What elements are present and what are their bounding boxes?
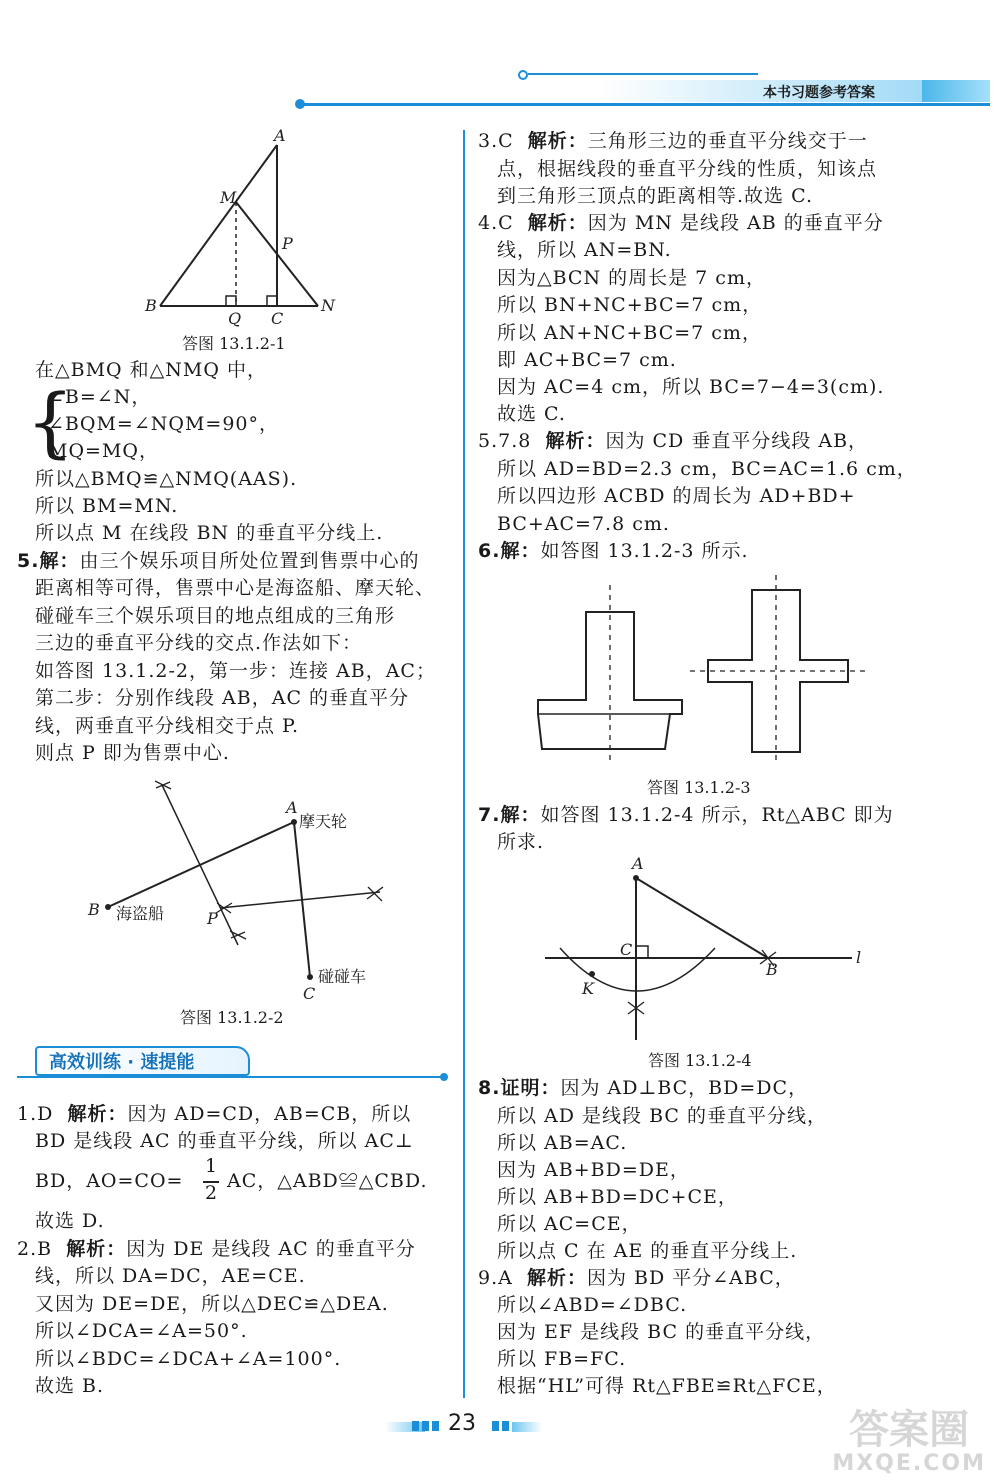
- q9-line-5: 根据“HL”可得 Rt△FBE≌Rt△FCE，: [497, 1375, 837, 1397]
- q5-line-3: 碰碰车三个娱乐项目的地点组成的三角形: [35, 605, 396, 627]
- q3-heading: [478, 128, 868, 154]
- q8-line-5: 所以 AB+BD=DC+CE，: [497, 1186, 738, 1208]
- q9-line-2: 所以∠ABD=∠DBC.: [497, 1294, 688, 1316]
- f1-label-n: N: [321, 296, 335, 315]
- figure-caption-2: 答图 13.1.2-2: [180, 1008, 284, 1027]
- f2-point-c: [307, 974, 313, 980]
- f4-label-b: B: [766, 960, 778, 979]
- proof-line-4: 所以点 M 在线段 BN 的垂直平分线上.: [35, 522, 384, 544]
- s2-line-3: 又因为 DE=DE，所以△DEC≌△DEA.: [35, 1293, 389, 1315]
- s2-line-2: 线，所以 DA=DC，AE=CE.: [35, 1265, 306, 1287]
- f2-perp-ac: [220, 892, 380, 908]
- f3-shape-cross: [708, 590, 848, 752]
- s2-heading: [17, 1236, 416, 1262]
- proof-line-2: 所以△BMQ≌△NMQ(AAS).: [35, 468, 298, 490]
- footer-left-squares: [412, 1421, 440, 1431]
- header-gradient-right: [922, 80, 990, 102]
- s1-tag: 解析：: [67, 1103, 128, 1125]
- q5-num: 5.: [17, 550, 40, 572]
- f2-perp-ab: [162, 785, 238, 945]
- q5-line-7: 线，两垂直平分线相交于点 P.: [35, 715, 300, 737]
- s1-line-3b: AC，△ABD≌△CBD.: [227, 1170, 428, 1192]
- header-title: 本书习题参考答案: [763, 85, 875, 101]
- figure-caption-1: 答图 13.1.2-1: [182, 334, 286, 353]
- q8-line-2: 所以 AD 是线段 BC 的垂直平分线，: [497, 1105, 827, 1127]
- figure-13-1-2-1: [140, 125, 360, 328]
- q5-heading: [17, 548, 419, 574]
- s2-num: 2.B: [17, 1238, 53, 1260]
- f1-label-q: Q: [228, 309, 242, 328]
- figure-13-1-2-4: [540, 852, 880, 1047]
- header-dot-icon-2: [293, 97, 307, 111]
- s1-line-4: 故选 D.: [35, 1210, 105, 1232]
- f1-label-m: M: [220, 188, 237, 207]
- q3-line-2: 点，根据线段的垂直平分线的性质，知该点: [497, 158, 878, 180]
- q9-line-4: 所以 FB=FC.: [497, 1348, 627, 1370]
- q4-line-6: 即 AC+BC=7 cm.: [497, 349, 677, 371]
- q5-line-6: 第二步：分别作线段 AB，AC 的垂直平分: [35, 687, 410, 709]
- q5-line-4: 三边的垂直平分线的交点.作法如下：: [35, 632, 363, 654]
- column-divider: [463, 130, 465, 1398]
- watermark-line-1: 答案圈: [849, 1407, 970, 1453]
- q8-line-6: 所以 AC=CE，: [497, 1213, 642, 1235]
- q5-line-8: 则点 P 即为售票中心.: [35, 742, 230, 764]
- q5r-tag: 解析：: [545, 430, 606, 452]
- q3-num: 3.C: [478, 130, 514, 152]
- f4-label-l: l: [856, 948, 862, 967]
- q5-line-1: 由三个娱乐项目所处位置到售票中心的: [79, 550, 420, 572]
- q3-line-3: 到三角形三顶点的距离相等.故选 C.: [497, 185, 813, 207]
- q6-heading: [478, 538, 749, 564]
- s1-heading: [17, 1101, 411, 1127]
- f2-arc-marks: [155, 781, 383, 939]
- q6-line-1: 如答图 13.1.2-3 所示.: [540, 540, 749, 562]
- f4-label-k: K: [582, 979, 594, 998]
- f1-label-a: A: [274, 126, 286, 145]
- q8-heading: [478, 1075, 808, 1101]
- f4-line-ab: [636, 878, 768, 958]
- figure-13-1-2-3: [530, 570, 875, 770]
- q9-num: 9.A: [478, 1267, 513, 1289]
- f1-label-b: B: [145, 296, 157, 315]
- f2-label-p: P: [207, 909, 218, 928]
- f4-label-a: A: [632, 854, 644, 873]
- q6-num: 6.: [478, 540, 501, 562]
- s1-line-3a: BD，AO=CO=: [35, 1170, 184, 1192]
- proof-line-3: 所以 BM=MN.: [35, 495, 179, 517]
- footer-right-squares: [492, 1421, 510, 1431]
- f1-right-angle-c: [267, 296, 277, 306]
- q5-line-5: 如答图 13.1.2-2，第一步：连接 AB，AC；: [35, 660, 436, 682]
- watermark: [832, 1408, 986, 1476]
- q7-line-1: 如答图 13.1.2-4 所示，Rt△ABC 即为: [540, 804, 894, 826]
- q3-line-1: 三角形三边的垂直平分线交于一: [587, 130, 868, 152]
- s2-line-5: 所以∠BDC=∠DCA+∠A=100°.: [35, 1348, 342, 1370]
- f2-label-b-name: 海盗船: [116, 904, 165, 923]
- page-number: 23: [448, 1411, 476, 1436]
- figure-caption-3: 答图 13.1.2-3: [647, 778, 751, 797]
- q4-line-3: 因为△BCN 的周长是 7 cm，: [497, 267, 766, 289]
- q3-tag: 解析：: [527, 130, 588, 152]
- f2-point-b: [105, 904, 111, 910]
- q8-line-3: 所以 AB=AC.: [497, 1132, 628, 1154]
- section-end-dot: [438, 1071, 450, 1083]
- q5-line-2: 距离相等可得，售票中心是海盗船、摩天轮、: [35, 577, 436, 599]
- header-line-bottom: [300, 103, 990, 106]
- s1-line-1: 因为 AD=CD，AB=CB，所以: [127, 1103, 412, 1125]
- figure-caption-4: 答图 13.1.2-4: [648, 1051, 752, 1070]
- s1-line-2: BD 是线段 AC 的垂直平分线，所以 AC⊥: [35, 1130, 414, 1152]
- f1-label-c: C: [271, 309, 284, 328]
- f2-label-c-name: 碰碰车: [318, 967, 367, 986]
- s1-frac-num: 1: [204, 1155, 218, 1177]
- footer-right-bars: [512, 1422, 542, 1432]
- q4-heading: [478, 210, 884, 236]
- watermark-line-2: MXQE.COM: [832, 1451, 986, 1476]
- q8-tag: 证明：: [500, 1077, 561, 1099]
- s2-line-4: 所以∠DCA=∠A=50°.: [35, 1320, 248, 1342]
- q4-line-4: 所以 BN+NC+BC=7 cm，: [497, 294, 763, 316]
- header-dot-icon: [516, 68, 530, 82]
- f2-label-c: C: [303, 984, 316, 1003]
- q4-line-2: 线，所以 AN=BN.: [497, 239, 672, 261]
- s1-num: 1.D: [17, 1103, 54, 1125]
- s1-frac-den: 2: [204, 1182, 218, 1204]
- q4-tag: 解析：: [527, 212, 588, 234]
- q4-line-8: 故选 C.: [497, 403, 566, 425]
- s2-tag: 解析：: [66, 1238, 127, 1260]
- q7-heading: [478, 802, 894, 828]
- system-brace: {: [26, 377, 75, 466]
- header-line-top: [528, 73, 758, 75]
- f1-right-angle-q: [226, 296, 236, 306]
- q7-num: 7.: [478, 804, 501, 826]
- figure-13-1-2-2: [80, 775, 410, 1005]
- f4-right-angle: [636, 946, 648, 958]
- q8-line-4: 因为 AB+BD=DE，: [497, 1159, 690, 1181]
- q4-num: 4.C: [478, 212, 514, 234]
- q5r-heading: [478, 428, 868, 454]
- q5r-line-3: 所以四边形 ACBD 的周长为 AD+BD+: [497, 485, 856, 507]
- q5-tag: 解：: [39, 550, 80, 572]
- q5r-line-1: 因为 CD 垂直平分线段 AB，: [605, 430, 869, 452]
- f2-point-a: [291, 819, 297, 825]
- q4-line-1: 因为 MN 是线段 AB 的垂直平分: [587, 212, 884, 234]
- q6-tag: 解：: [500, 540, 541, 562]
- f4-point-a: [633, 875, 639, 881]
- f4-point-k: [589, 971, 595, 977]
- s2-line-1: 因为 DE 是线段 AC 的垂直平分: [126, 1238, 416, 1260]
- q7-line-2: 所求.: [497, 831, 545, 853]
- f2-label-a: A: [286, 798, 298, 817]
- q5r-line-4: BC+AC=7.8 cm.: [497, 513, 670, 535]
- q8-line-7: 所以点 C 在 AE 的垂直平分线上.: [497, 1240, 798, 1262]
- q9-tag: 解析：: [526, 1267, 587, 1289]
- proof-line-1: 在△BMQ 和△NMQ 中，: [35, 359, 267, 381]
- section-title: 高效训练 · 速提能: [35, 1046, 250, 1076]
- q9-line-3: 因为 EF 是线段 BC 的垂直平分线，: [497, 1321, 826, 1343]
- q8-num: 8.: [478, 1077, 501, 1099]
- f1-label-p: P: [282, 234, 293, 253]
- q4-line-7: 因为 AC=4 cm，所以 BC=7−4=3(cm).: [497, 376, 885, 398]
- f4-label-c: C: [620, 940, 633, 959]
- f2-label-b: B: [88, 900, 100, 919]
- f1-line-ab: [160, 145, 277, 306]
- f4-arc-marks: [628, 950, 776, 1014]
- s2-line-6: 故选 B.: [35, 1375, 105, 1397]
- q5r-num: 5.7.8: [478, 430, 532, 452]
- f2-label-a-name: 摩天轮: [299, 812, 348, 831]
- q9-heading: [478, 1265, 795, 1291]
- q5r-line-2: 所以 AD=BD=2.3 cm，BC=AC=1.6 cm，: [497, 458, 917, 480]
- q9-line-1: 因为 BD 平分∠ABC，: [586, 1267, 795, 1289]
- q8-line-1: 因为 AD⊥BC，BD=DC，: [560, 1077, 809, 1099]
- system-line-3: MQ=MQ，: [48, 440, 159, 462]
- q7-tag: 解：: [500, 804, 541, 826]
- system-line-1: ∠B=∠N，: [48, 386, 152, 408]
- system-line-2: ∠BQM=∠NQM=90°，: [48, 413, 280, 435]
- q4-line-5: 所以 AN+NC+BC=7 cm，: [497, 322, 762, 344]
- f2-line-ab: [108, 822, 294, 907]
